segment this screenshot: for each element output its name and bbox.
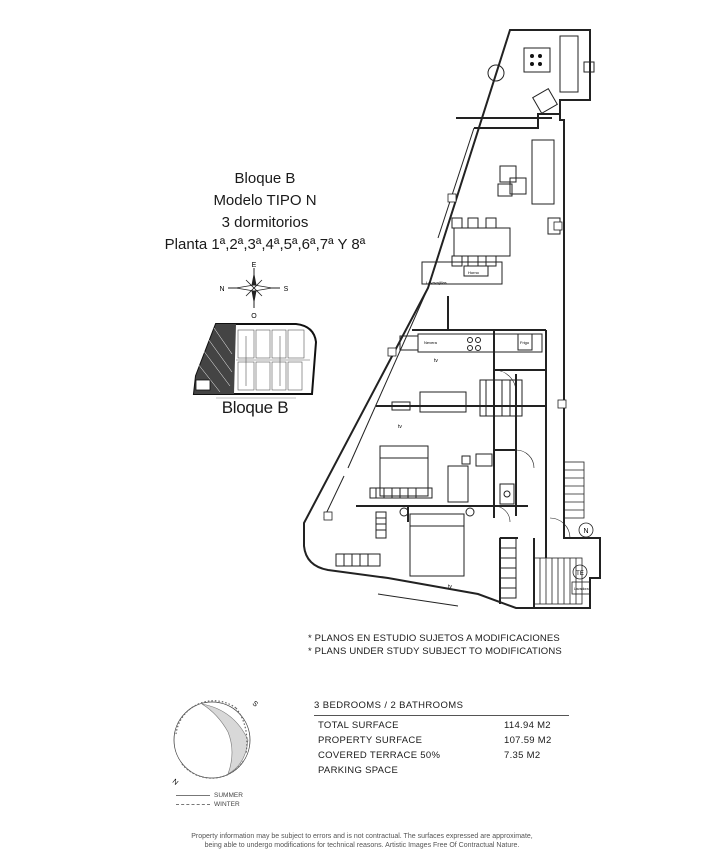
tv-label-2: tv	[398, 424, 402, 430]
sun-legend	[176, 791, 266, 809]
disclaimer	[100, 832, 624, 850]
legend-winter-line	[176, 804, 210, 805]
disclaimer-line-1: Property information may be subject to errors and is not contractual. The surfaces expressed are approximate,	[191, 833, 533, 840]
row-value: 114.94 M2	[504, 720, 551, 731]
horno-label: Horno	[468, 270, 479, 275]
summary-row	[314, 731, 569, 746]
compass-north: N	[219, 286, 225, 293]
summary-heading: 3 BEDROOMS / 2 BATHROOMS	[314, 700, 569, 716]
compass-south: S	[283, 286, 289, 293]
compass-east: E	[251, 262, 257, 269]
row-label: PARKING SPACE	[318, 765, 399, 776]
row-value: 107.59 M2	[504, 735, 552, 746]
legend-winter	[176, 800, 266, 809]
tv-label-3: tv	[448, 584, 452, 590]
row-value: 7.35 M2	[504, 750, 541, 761]
north-marker: N	[583, 528, 589, 535]
nevera-label: Nevera	[424, 340, 437, 345]
tv-label-1: tv	[434, 358, 438, 364]
summary-row	[314, 716, 569, 731]
surface-summary	[314, 700, 569, 776]
row-label: TOTAL SURFACE	[318, 720, 399, 731]
summary-row	[314, 746, 569, 761]
note-english: * PLANS UNDER STUDY SUBJECT TO MODIFICATIONS	[308, 646, 562, 657]
bedrooms-title: 3 dormitorios	[221, 214, 309, 231]
legend-winter-label: WINTER	[214, 801, 240, 808]
notes	[308, 632, 608, 658]
frigo-label: Frigo	[520, 340, 530, 345]
compass-rose-icon	[214, 262, 294, 322]
legend-summer	[176, 791, 266, 800]
floor-plan-drawing	[288, 18, 618, 618]
legend-summer-label: SUMMER	[214, 792, 243, 799]
lavavajillas-label: Lavavajillas	[426, 280, 447, 285]
note-spanish: * PLANOS EN ESTUDIO SUJETOS A MODIFICACIONES	[308, 633, 560, 644]
block-title: Bloque B	[234, 170, 296, 187]
disclaimer-line-2: being able to undergo modifications for technical reasons. Artistic Images Free Of Contractual Nature.	[204, 842, 520, 849]
row-label: PROPERTY SURFACE	[318, 735, 423, 746]
sun-label-n: N	[170, 778, 180, 787]
floors-title: Planta 1ª,2ª,3ª,4ª,5ª,6ª,7ª Y 8ª	[164, 236, 366, 253]
row-label: COVERED TERRACE 50%	[318, 750, 441, 761]
compass-west: O	[251, 313, 257, 320]
sun-label-s: S	[250, 700, 259, 709]
te-label: TE	[576, 571, 584, 577]
legend-summer-line	[176, 795, 210, 796]
sun-path-diagram	[162, 690, 262, 790]
lavadora-label: Lavadora	[574, 587, 589, 591]
key-plan-label: Bloque B	[221, 398, 289, 417]
summary-row	[314, 761, 569, 776]
model-title: Modelo TIPO N	[213, 192, 317, 209]
